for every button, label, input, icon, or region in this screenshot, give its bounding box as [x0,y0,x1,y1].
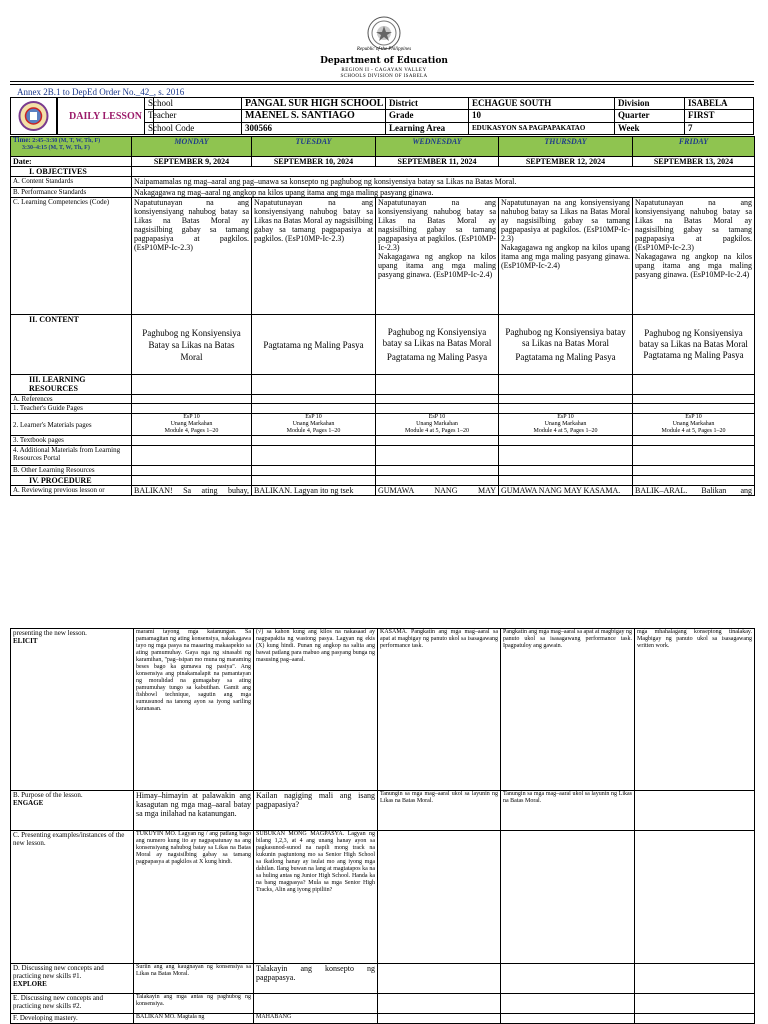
textbook-row [11,436,755,446]
other-resources-label: B. Other Learning Resources [11,466,132,476]
grade-value: 10 [468,109,615,123]
division-label: Division [614,97,685,110]
procedure-heading-row [11,476,755,486]
district-label: District [385,97,469,110]
learners-materials-row [11,414,755,436]
explore-label: D. Discussing new concepts and practicing new skills #1. EXPLORE [11,964,134,994]
engage-tuesday: Kailan nagiging mali ang isang pagpapasiya? [254,791,378,831]
competencies-row [11,198,755,315]
division-office-text: SCHOOLS DIVISION OF ISABELA [340,74,428,79]
content-heading: II. CONTENT [11,315,132,375]
republic-text: Republic of the Philippines [356,47,412,52]
lm-friday: EsP 10 Unang Markahan Module 4 at 5, Pages 1–20 [633,414,755,436]
explore-tuesday: Talakayin ang konsepto ng pagpapasya. [254,964,378,994]
review-row [11,486,755,496]
content-friday: Paghubog ng Konsiyensiya batay sa Likas na Batas Moral Pagtatama ng Maling Pasya [633,315,755,375]
textbook-label: 3. Textbook pages [11,436,132,446]
week-label: Week [614,122,685,135]
mastery-monday: BALIKAN MO. Magtala ng [134,1014,254,1024]
review-thursday: GUMAWA NANG MAY KASAMA. [499,486,633,496]
date-wednesday: SEPTEMBER 11, 2024 [376,157,499,167]
learners-materials-label: 2. Learner's Materials pages [11,414,132,436]
mastery-row [11,1014,755,1024]
elicit-monday: marami tayong mga katanungan. Sa pamamagitan ng ating konsensiya, nakakagawa tayo ng mga pasya na maaaring makaapekto sa ating pamumuhay. Gaya nga ng sinasabi ng karamihan, "pag–isipan mo muna ng maraming beses bago ka gumawa ng pasiya". Ang konsensiya ang pinakamalapit na pamantayan ng moralidad na gumagabay sa ating pamumuhay tungo sa kabutihan. Gamit ang fishbowl technique, sagutin ang mga sumusunod na tanong ayon sa iyong sariling karanasan. [134,629,254,791]
review-tuesday: BALIKAN. Lagyan ito ng tsek [252,486,376,496]
deped-seal-icon [367,16,401,50]
review-friday: BALIK–ARAL. Balikan ang [633,486,755,496]
competency-wednesday: Napatutunayan na ang konsiyensiyang nahubog batay sa Likas na Batas Moral ay nagsisilbing gabay sa tamang pagpapasiya at pagkilos. (EsP10MP-Ic-2.3) Nakagagawa ng angkop na kilos upang itama ang mga maling pasyang ginawa. (EsP10MP-Ic-2.4) [376,198,499,315]
presenting-examples-row [11,831,755,964]
references-label: A. References [11,395,132,404]
engage-wednesday: Tanungin sa mga mag–aaral ukol sa layunin ng Likas na Batas Moral. [378,791,501,831]
explore-row [11,964,755,994]
quarter-value: FIRST [684,109,754,123]
resources-heading-row [11,375,755,395]
day-tuesday: TUESDAY [252,137,376,157]
department-title: Department of Education [320,56,448,66]
content-standards-label: A. Content Standards [11,177,132,188]
objectives-heading: I. OBJECTIVES [11,167,132,177]
school-code-label: School Code [144,122,242,135]
review-monday: BALIKAN! Sa ating buhay, [132,486,252,496]
grade-label: Grade [385,109,469,123]
content-standards-row [11,177,755,188]
date-tuesday: SEPTEMBER 10, 2024 [252,157,376,167]
day-monday: MONDAY [132,137,252,157]
school-logo-cell [10,97,57,135]
skills-2-label: E. Discussing new concepts and practicing new skills #2. [11,994,134,1014]
lesson-plan-page-2 [0,628,768,1024]
lm-tuesday: EsP 10 Unang Markahan Module 4, Pages 1–20 [252,414,376,436]
engage-thursday: Tanungin sa mga mag–aaral ukol sa layunin ng Likas na Batas Moral. [501,791,635,831]
explore-monday: Suriin ang ang kaugnayan ng konsensiya sa Likas na Batas Moral. [134,964,254,994]
header-rule [10,81,754,82]
performance-standards-text: Nakagagawa ng mag–aaral ng angkop na kilos upang itama ang mga maling pasyang ginawa. [132,188,755,198]
header-rule [10,84,754,85]
teachers-guide-label: 1. Teacher's Guide Pages [11,404,132,414]
page-gap [0,540,768,628]
procedure-heading: IV. PROCEDURE [11,476,132,486]
content-monday: Paghubog ng Konsiyensiya Batay sa Likas na Batas Moral [132,315,252,375]
examples-monday: TUKUYIN MO. Lagyan ng / ang patlang bago ang numero kung ito ay nagpapatunay na ang konsensiyang nahubog batay sa Likas na Batas Moral ay nagsisilbing gabay sa tamang pagpapasya at pagkilos at X kung hindi. [134,831,254,964]
lm-monday: EsP 10 Unang Markahan Module 4, Pages 1–20 [132,414,252,436]
skills-2-row [11,994,755,1014]
lm-thursday: EsP 10 Unang Markahan Module 4 at 5, Pages 1–20 [499,414,633,436]
date-friday: SEPTEMBER 13, 2024 [633,157,755,167]
daily-lesson-title: DAILY LESSON [57,97,154,135]
competency-friday: Napatutunayan na ang konsiyensiyang nahubog batay sa Likas na Batas Moral ay nagsisilbing gabay sa tamang pagpapasiya at pagkilos. (EsP10MP-Ic-2.3) Nakagagawa ng angkop na kilos upang itama ang mga maling pasyang ginawa. (EsP10MP-Ic-2.4) [633,198,755,315]
elicit-row [11,629,755,791]
quarter-label: Quarter [614,109,685,123]
content-thursday: Paghubog ng Konsiyensiya batay sa Likas na Batas Moral Pagtatama ng Maling Pasya [499,315,633,375]
objectives-heading-row [11,167,755,177]
elicit-friday: mga mhahalagang konseptong tinalakay. Magbigay ng panuto ukol sa isasagawang written work. [635,629,755,791]
week-value: 7 [684,122,754,135]
region-text: REGION II - CAGAYAN VALLEY [341,68,427,73]
examples-tuesday: SUBUKAN MONG MAGPASYA. Lagyan ng bilang 1,2,3, at 4 ang unang hanay ayon sa pagkasunod-sunod na napili mong track na kukunin pagtuntong mo sa Senior High School sa ikatlong hanay ay isulat mo ang iyong mga dahilan. Ilang buwan na lang at magtatapos ka na sa huling antas ng Junior High School. Handa ka na bang magpasya? Mula sa mga Senior High Tracks, Alin ang iyong pipiliin? [254,831,378,964]
elicit-thursday: Pangkatin ang mga mag–aaral sa apat at magbigay ng panuto ukol sa isasagawang performance task. Ipagpatuloy ang gawain. [501,629,635,791]
performance-standards-label: B. Performance Standards [11,188,132,198]
date-row [11,157,755,167]
school-code-value: 300566 [241,122,386,135]
date-thursday: SEPTEMBER 12, 2024 [499,157,633,167]
mastery-label: F. Developing mastery. [11,1014,134,1024]
learning-area-label: Learning Area [385,122,469,135]
resources-heading: III. LEARNING RESOURCES [11,375,132,395]
school-value: PANGAL SUR HIGH SCHOOL [241,97,386,110]
additional-materials-label: 4. Additional Materials from Learning Resources Portal [11,446,132,466]
content-tuesday: Pagtatama ng Maling Pasya [252,315,376,375]
competency-tuesday: Napatutunayan na ang konsiyensiyang nahubog batay sa Likas na Batas Moral ay nagsisilbing gabay sa tamang pagpapasiya at pagkilos. (EsP10MP-Ic-2.3) [252,198,376,315]
time-cell: Time: 2:45–3:30 (M, T, W, Th, F) 3:30–4:15 (M, T, W, Th, F) [11,137,132,157]
day-thursday: THURSDAY [499,137,633,157]
other-resources-row [11,466,755,476]
school-label: School [144,97,242,110]
additional-materials-row [11,446,755,466]
presenting-examples-label: C. Presenting examples/instances of the new lesson. [11,831,134,964]
elicit-wednesday: KASAMA. Pangkatin ang mga mag–aaral sa apat at magbigay ng panuto ukol sa isasagawang performance task. [378,629,501,791]
lesson-plan-table [10,136,755,496]
content-standards-text: Naipamamalas ng mag–aaral ang pag–unawa sa konsepto ng paghubog ng konsiyensiya batay sa Likas na Batas Moral. [132,177,755,188]
lm-wednesday: EsP 10 Unang Markahan Module 4 at 5, Pages 1–20 [376,414,499,436]
content-wednesday: Paghubog ng Konsiyensiya batay sa Likas na Batas Moral Pagtatama ng Maling Pasya [376,315,499,375]
competency-thursday: Napatutunayan na ang konsiyensiyang nahubog batay sa Likas na Batas Moral ay nagsisilbing gabay sa tamang pagpapasiya at pagkilos. (EsP10MP-Ic-2.3) Nakagagawa ng angkop na kilos upang itama ang mga maling pasyang ginawa. (EsP10MP-Ic-2.4) [499,198,633,315]
review-wednesday: GUMAWA NANG MAY [376,486,499,496]
day-friday: FRIDAY [633,137,755,157]
school-logo-icon [11,98,56,134]
mastery-tuesday: MAHABANG [254,1014,378,1024]
day-header-row [11,137,755,157]
school-info-block [10,97,754,135]
division-value: ISABELA [684,97,754,110]
performance-standards-row [11,188,755,198]
engage-monday: Himay–himayin at palawakin ang kasagutan ng mga mag–aaral batay sa mga inilahad na katanungan. [134,791,254,831]
learning-area-value: EDUKASYON SA PAGPAPAKATAO [468,122,615,135]
procedure-table [10,628,755,1024]
elicit-tuesday: (√) sa kahon kung ang kilos na nakasaad ay nagpapakita ng wastong pasya. Lagyan ng ekis (X) kung hindi. Punan ng angkop na salita ang bawat patlang para mabuo ang pasyang bunga ng masusing pag–aaral. [254,629,378,791]
day-wednesday: WEDNESDAY [376,137,499,157]
skills-2-monday: Talakayin ang mga antas ng paghubog ng konsensiya. [134,994,254,1014]
date-monday: SEPTEMBER 9, 2024 [132,157,252,167]
teacher-value: MAENEL S. SANTIAGO [241,109,386,123]
annex-text: Annex 2B.1 to DepEd Order No._42_, s. 2016 [17,87,185,97]
review-label: A. Reviewing previous lesson or [11,486,132,496]
competencies-label: C. Learning Competencies (Code) [11,198,132,315]
teacher-label: Teacher [144,109,242,123]
teachers-guide-row [11,404,755,414]
engage-label: B. Purpose of the lesson. ENGAGE [11,791,134,831]
engage-row [11,791,755,831]
district-value: ECHAGUE SOUTH [468,97,615,110]
content-row [11,315,755,375]
references-row [11,395,755,404]
elicit-label: presenting the new lesson. ELICIT [11,629,134,791]
date-label: Date: [11,157,132,167]
competency-monday: Napatutunayan na ang konsiyensiyang nahubog batay sa Likas na Batas Moral ay nagsisilbing gabay sa tamang pagpapasiya at pagkilos. (EsP10MP-Ic-2.3) [132,198,252,315]
